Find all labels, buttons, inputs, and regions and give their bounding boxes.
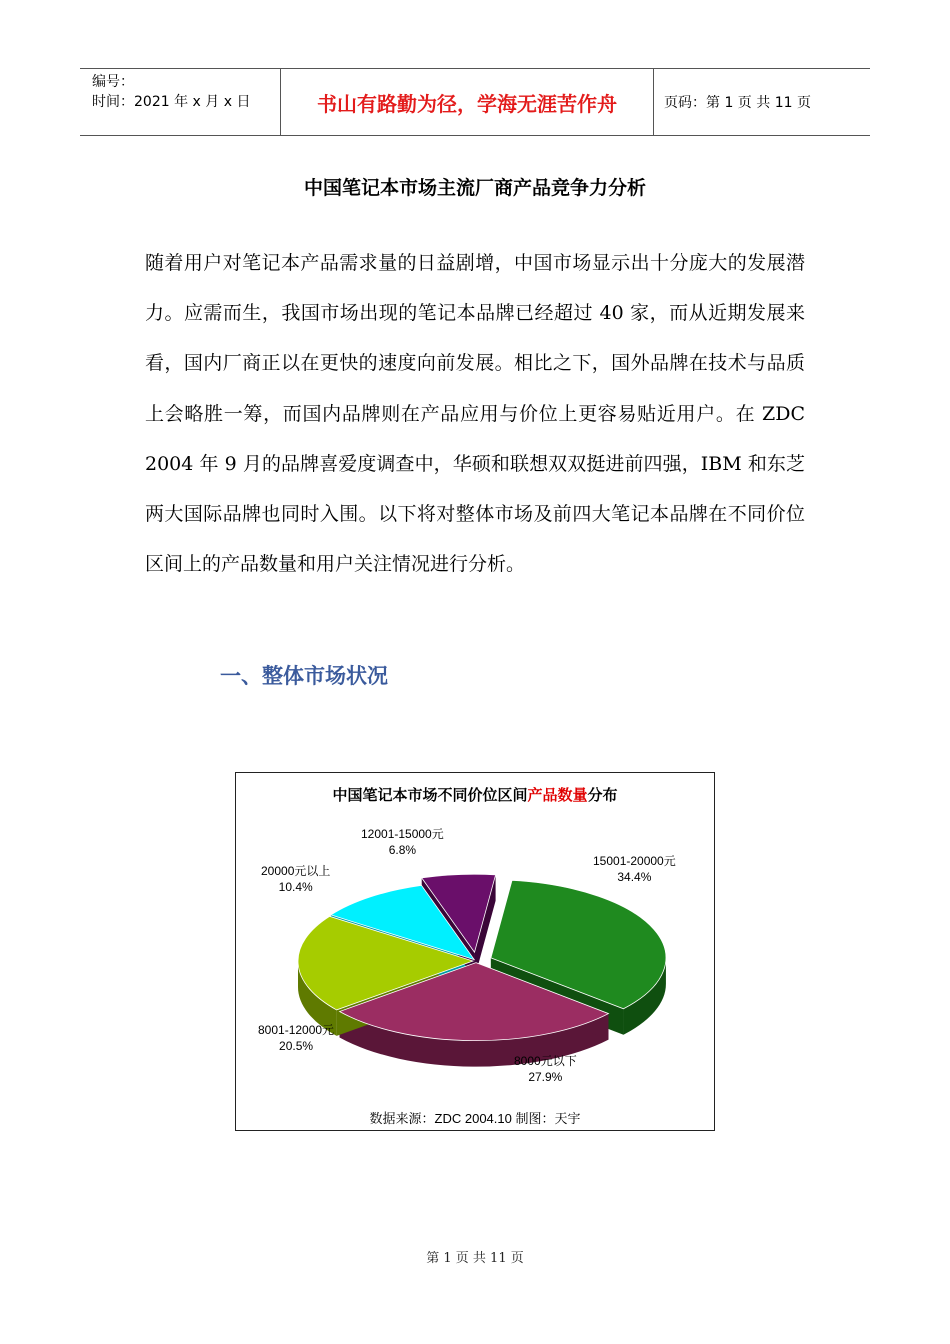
chart-title-prefix: 中国笔记本市场不同价位区间: [332, 786, 528, 804]
slice-value: 20.5%: [279, 1039, 314, 1053]
header-motto-cell: [281, 69, 654, 135]
chart-title-highlight: 产品数量: [527, 786, 588, 804]
slice-value: 10.4%: [278, 880, 313, 894]
slice-label-under-8000: [514, 1053, 577, 1085]
slice-label-over-20000: [261, 863, 330, 895]
header-meta: [80, 69, 281, 135]
slice-value: 6.8%: [388, 843, 417, 857]
slice-label-12001-15000: [361, 826, 444, 858]
pie-chart: [235, 772, 715, 1131]
slice-name: 20000元以上: [261, 864, 331, 878]
document-title: 中国笔记本市场主流厂商产品竞争力分析: [303, 177, 646, 199]
pie-svg: [236, 773, 714, 1130]
section-heading: 一、整体市场状况: [220, 664, 388, 688]
time-label: 时间：2021 年 x 月 x 日: [92, 94, 251, 110]
slice-name: 8001-12000元: [258, 1023, 335, 1037]
slice-name: 15001-20000元: [593, 854, 676, 868]
slice-name: 12001-15000元: [361, 827, 444, 841]
header-table: [80, 68, 870, 136]
chart-title-suffix: 分布: [587, 786, 618, 804]
chart-source: 数据来源：ZDC 2004.10 制图：天宇: [369, 1111, 581, 1126]
slice-name: 8000元以下: [514, 1054, 577, 1068]
number-label: 编号：: [92, 74, 134, 90]
slice-label-15001-20000: [593, 853, 676, 885]
page-footer: 第 1 页 共 11 页: [426, 1251, 524, 1266]
slice-label-8001-12000: [258, 1022, 334, 1054]
slice-value: 27.9%: [528, 1070, 563, 1084]
slice-value: 34.4%: [617, 870, 652, 884]
motto: 书山有路勤为径，学海无涯苦作舟: [317, 91, 617, 116]
intro-paragraph: 随着用户对笔记本产品需求量的日益剧增，中国市场显示出十分庞大的发展潜力。应需而生，我国市场出现的笔记本品牌已经超过 40 家，而从近期发展来看，国内厂商正以在更快的速度向前发展。相比之下，国外品牌在技术与品质上会略胜一筹，而国内品牌则在产品应用与价位上更容易贴近用户。在 ZDC 2004 年 9 月的品牌喜爱度调查中，华硕和联想双双挺进前四强，IBM 和东芝两大国际品牌也同时入围。以下将对整体市场及前四大笔记本品牌在不同价位区间上的产品数量和用户关注情况进行分析。: [145, 252, 805, 576]
page-info: 页码：第 1 页 共 11 页: [664, 95, 811, 111]
